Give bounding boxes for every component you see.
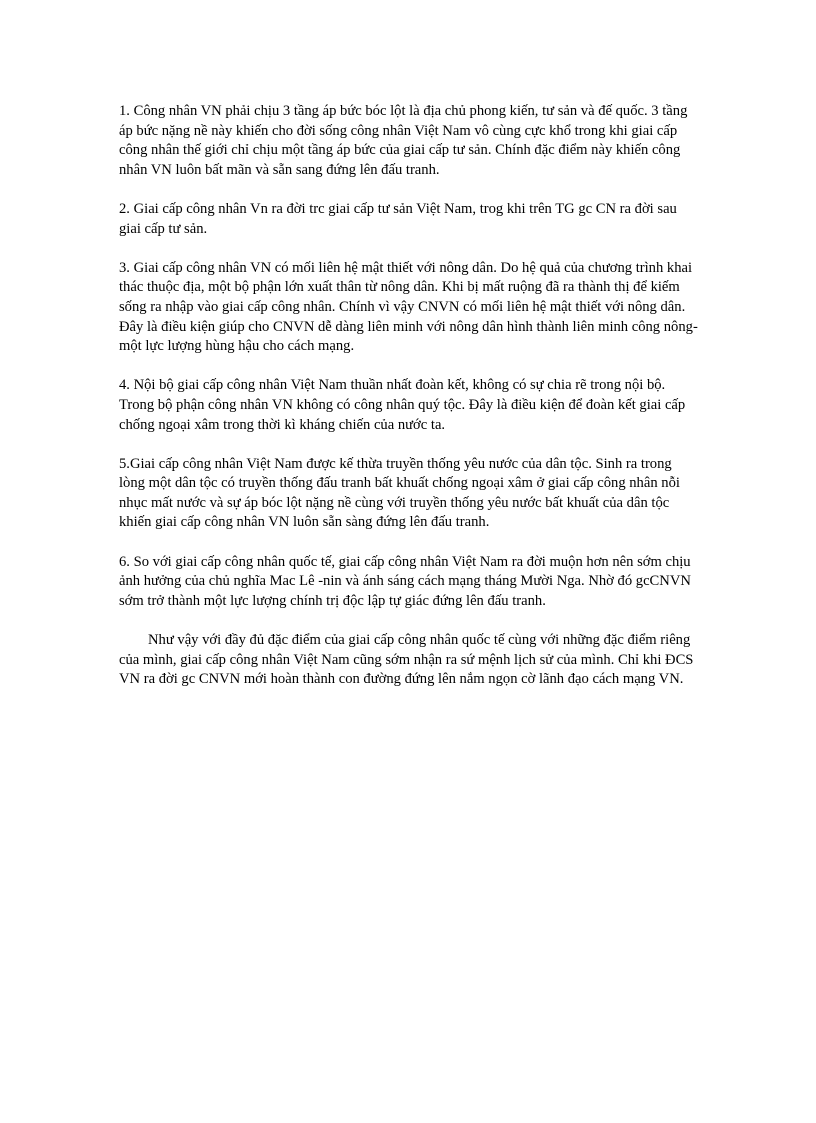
- paragraph-point-2: 2. Giai cấp công nhân Vn ra đời trc giai cấp tư sản Việt Nam, trog khi trên TG gc CN ra đời sau giai cấp tư sản.: [119, 200, 677, 237]
- paragraph-point-5: 5.Giai cấp công nhân Việt Nam được kế thừa truyền thống yêu nước của dân tộc. Sinh ra trong lòng một dân tộc có truyền thống đấu tranh bất khuất chống ngoại xâm ở giai cấp công nhân nỗi nhục mất nước và sự áp bóc lột nặng nề cùng với truyền thống yêu nước bất khuất của dân tộc khiến giai cấp công nhân VN luôn sẵn sàng đứng lên đấu tranh.: [119, 455, 680, 531]
- paragraph-point-6: 6. So với giai cấp công nhân quốc tế, giai cấp công nhân Việt Nam ra đời muộn hơn nên sớm chịu ảnh hưởng của chủ nghĩa Mac Lê -nin và ánh sáng cách mạng tháng Mười Nga. Nhờ đó gcCNVN sớm trở thành một lực lượng chính trị độc lập tự giác đứng lên đấu tranh.: [119, 553, 691, 609]
- paragraph-point-4: 4. Nội bộ giai cấp công nhân Việt Nam thuần nhất đoàn kết, không có sự chia rẽ trong nội bộ. Trong bộ phận công nhân VN không có công nhân quý tộc. Đây là điều kiện để đoàn kết giai cấp chống ngoại xâm trong thời kì kháng chiến của nước ta.: [119, 377, 686, 433]
- paragraph-point-3: 3. Giai cấp công nhân VN có mối liên hệ mật thiết với nông dân. Do hệ quả của chương trình khai thác thuộc địa, một bộ phận lớn xuất thân từ nông dân. Khi bị mất ruộng đã ra thành thị để kiếm sống ra nhập vào giai cấp công nhân. Chính vì vậy CNVN có mối liên hệ mật thiết với nông dân. Đây là điều kiện giúp cho CNVN dễ dàng liên minh với nông dân hình thành liên minh công nông- một lực lượng hùng hậu cho cách mạng.: [119, 259, 698, 355]
- paragraph-conclusion: Như vậy với đầy đủ đặc điểm của giai cấp công nhân quốc tế cùng với những đặc điểm riêng của mình, giai cấp công nhân Việt Nam cũng sớm nhận ra sứ mệnh lịch sử của mình. Chỉ khi ĐCS VN ra đời gc CNVN mới hoàn thành con đường đứng lên nắm ngọn cờ lãnh đạo cách mạng VN.: [119, 632, 694, 688]
- document-body: [119, 102, 699, 709]
- paragraph-point-1: 1. Công nhân VN phải chịu 3 tầng áp bức bóc lột là địa chủ phong kiến, tư sản và đế quốc. 3 tầng áp bức nặng nề này khiến cho đời sống công nhân Việt Nam vô cùng cực khổ trong khi giai cấp công nhân thế giới chỉ chịu một tầng áp bức của giai cấp tư sản. Chính đặc điểm này khiến công nhân VN luôn bất mãn và sẵn sang đứng lên đấu tranh.: [119, 103, 688, 178]
